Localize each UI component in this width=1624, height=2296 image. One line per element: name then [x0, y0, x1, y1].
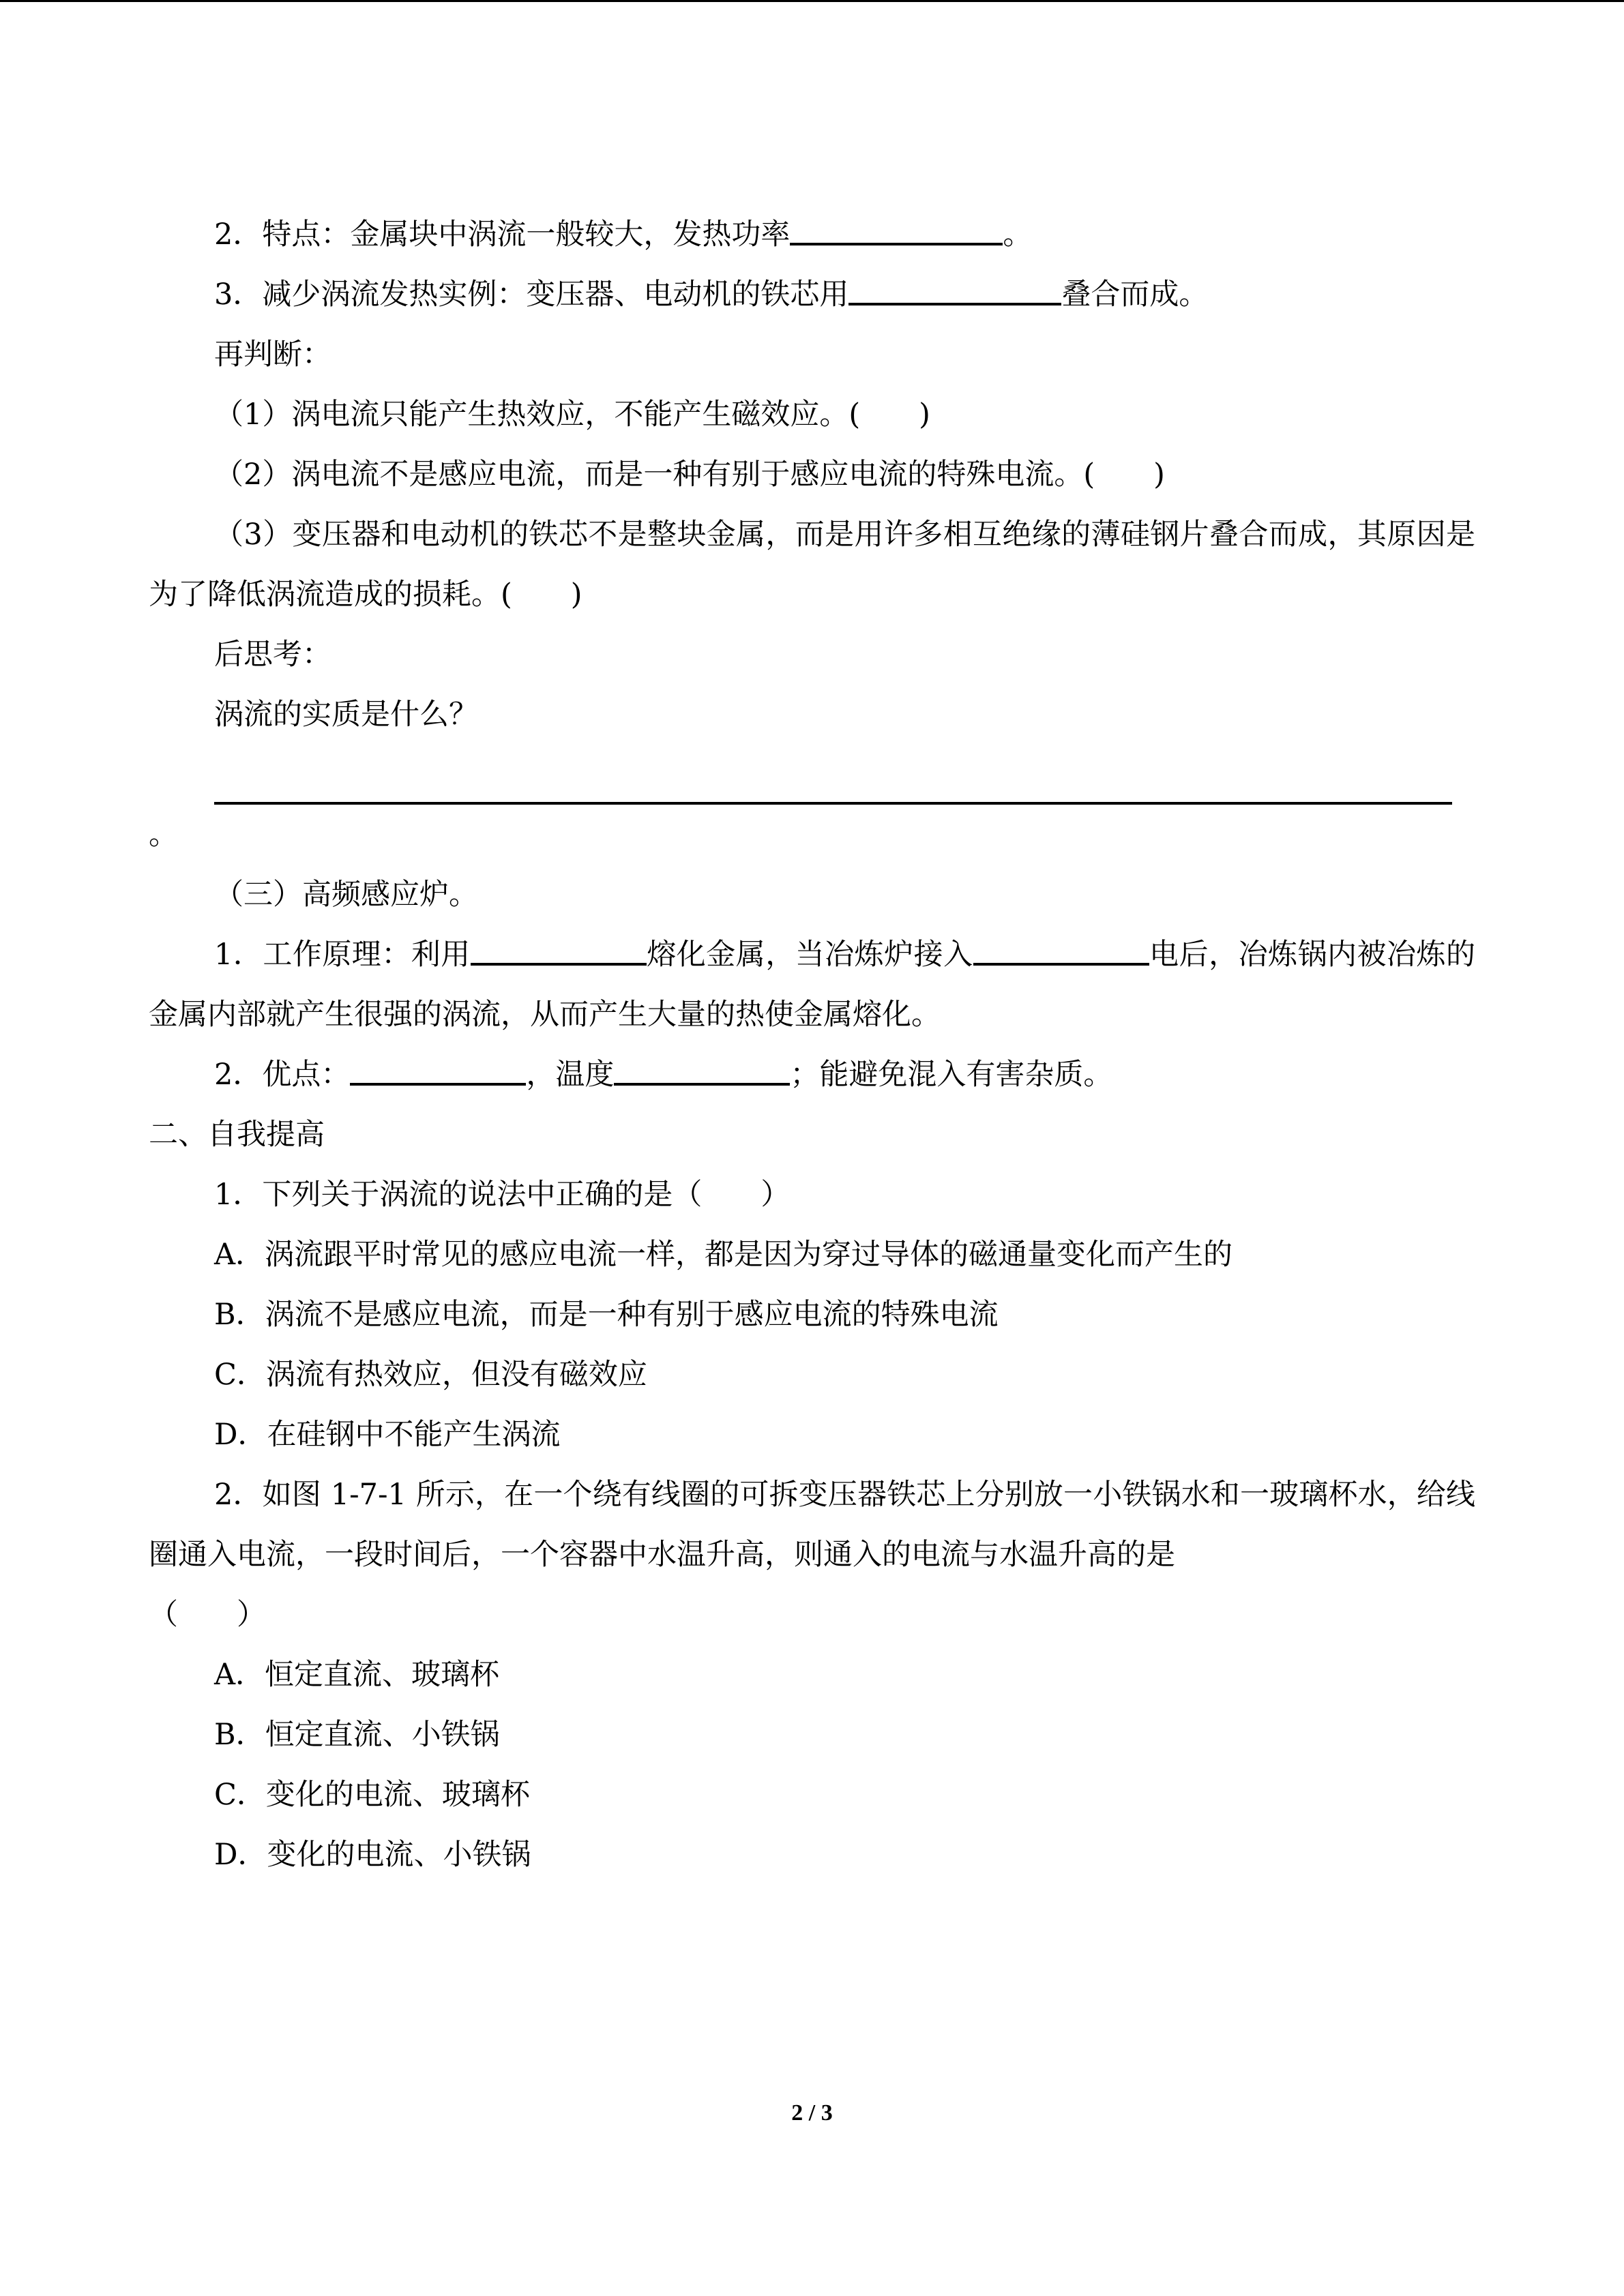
answer-blank[interactable] [350, 1054, 526, 1086]
advantages-line [149, 1045, 1475, 1105]
feature-text: 2．特点：金属块中涡流一般较大，发热功率 [214, 218, 791, 252]
principle-text-c: 电后，冶炼锅内被冶炼的金属内部就产生很强的涡流，从而产生大量的热使金属熔化。 [149, 938, 1476, 1032]
answer-blank[interactable] [790, 214, 1003, 245]
section-heading-self-improvement: 二、自我提高 [149, 1118, 325, 1152]
principle-paragraph [149, 925, 1475, 1045]
reduce-eddy-text: 3．减少涡流发热实例：变压器、电动机的铁芯用 [214, 278, 849, 312]
section-heading-induction-furnace: （三）高频感应炉。 [214, 878, 478, 912]
period: 。 [1003, 218, 1033, 252]
question-1-option-d[interactable]: D．在硅钢中不能产生涡流 [214, 1418, 561, 1452]
feature-line [149, 205, 1475, 265]
reduce-eddy-line [149, 265, 1475, 325]
principle-text-b: 熔化金属，当冶炼炉接入 [646, 938, 973, 972]
question-2-option-a[interactable]: A．恒定直流、玻璃杯 [214, 1658, 500, 1692]
long-answer-line[interactable] [214, 745, 1452, 805]
think-question: 涡流的实质是什么？ [214, 698, 478, 732]
principle-text-a: 1．工作原理：利用 [214, 938, 471, 972]
answer-blank[interactable] [973, 934, 1149, 966]
question-1-option-c[interactable]: C．涡流有热效应，但没有磁效应 [214, 1358, 647, 1392]
advantages-text-b: ，温度 [526, 1058, 615, 1092]
question-2-stem: 2．如图 1-7-1 所示，在一个绕有线圈的可拆变压器铁芯上分别放一小铁锅水和一玻璃杯水，给线圈通入电流，一段时间后，一个容器中水温升高，则通入的电流与水温升高的是 [149, 1478, 1475, 1572]
judge-item-3: （3）变压器和电动机的铁芯不是整块金属，而是用许多相互绝缘的薄硅钢片叠合而成，其原因是为了降低涡流造成的损耗。( ) [149, 518, 1475, 612]
question-1-option-b[interactable]: B．涡流不是感应电流，而是一种有别于感应电流的特殊电流 [214, 1298, 999, 1332]
page-number: 2 / 3 [791, 2100, 833, 2126]
question-2-option-c[interactable]: C．变化的电流、玻璃杯 [214, 1778, 530, 1812]
answer-period: 。 [149, 818, 178, 852]
question-2-option-d[interactable]: D．变化的电流、小铁锅 [214, 1838, 531, 1872]
question-1-option-a[interactable]: A．涡流跟平时常见的感应电流一样，都是因为穿过导体的磁通量变化而产生的 [214, 1238, 1233, 1272]
document-body [149, 205, 1475, 1885]
question-2-answer-paren: （ ） [149, 1598, 266, 1632]
question-2-option-b[interactable]: B．恒定直流、小铁锅 [214, 1718, 500, 1752]
answer-blank[interactable] [471, 934, 647, 966]
top-border [0, 0, 1624, 2]
answer-blank[interactable] [848, 274, 1061, 305]
think-heading: 后思考： [214, 638, 331, 672]
reduce-eddy-tail: 叠合而成。 [1061, 278, 1209, 312]
advantages-text-c: ；能避免混入有害杂质。 [790, 1058, 1113, 1092]
question-1-stem: 1．下列关于涡流的说法中正确的是（ ） [214, 1178, 791, 1212]
judge-item-1: （1）涡电流只能产生热效应，不能产生磁效应。( ) [214, 398, 930, 432]
judge-heading: 再判断： [214, 338, 331, 372]
advantages-text-a: 2．优点： [214, 1058, 351, 1092]
judge-item-2: （2）涡电流不是感应电流，而是一种有别于感应电流的特殊电流。( ) [214, 458, 1165, 492]
answer-blank[interactable] [614, 1054, 790, 1086]
